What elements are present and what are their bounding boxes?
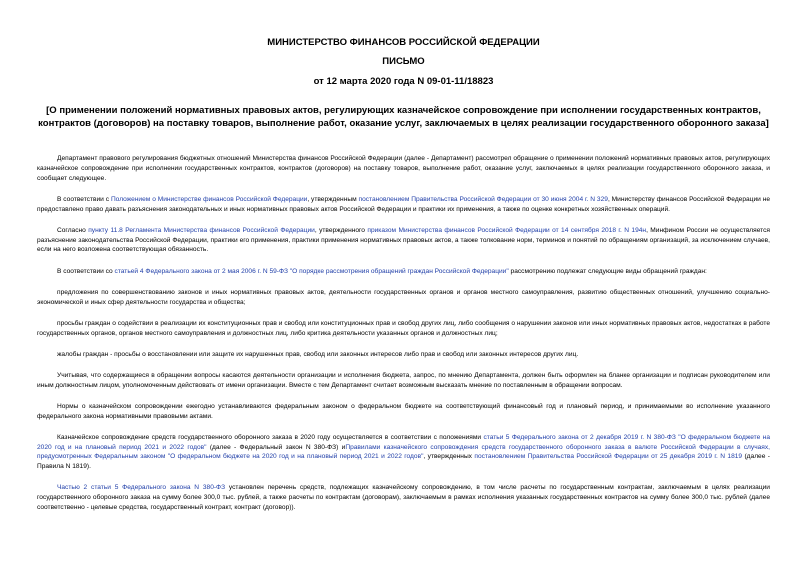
link-regulation-clause-11-8[interactable]: пункту 11.8 Регламента Министерства финансов Российской Федерации (88, 226, 315, 234)
paragraph-11 (37, 483, 770, 512)
document-subject: [О применении положений нормативных правовых актов, регулирующих казначейское сопровождение при исполнении государственных контрактов, контрактов (договоров) на поставку товаров, выполнение работ, оказание услуг, заключаемых в целях реализации государственного оборонного заказа] (38, 105, 769, 129)
link-ministry-regulation[interactable]: Положением о Министерстве финансов Российской Федерации (110, 195, 308, 203)
link-order-194n[interactable]: приказом Министерства финансов Российской Федерации от 14 сентября 2018 г. N 194н (367, 226, 647, 234)
link-federal-law-59-fz[interactable]: статьей 4 Федерального закона от 2 мая 2006 г. N 59-ФЗ "О порядке рассмотрения обращений граждан Российской Федерации" (114, 267, 509, 275)
document-type: ПИСЬМО (382, 56, 425, 67)
ministry-title: МИНИСТЕРСТВО ФИНАНСОВ РОССИЙСКОЙ ФЕДЕРАЦИИ (267, 37, 540, 48)
paragraph-8: Учитывая, что содержащиеся в обращении вопросы касаются деятельности организации и исполнения бюджета, запрос, по мнению Департамента, должен быть оформлен на бланке организации и подписан руководителем или иным должностным лицом, уполномоченным действовать от имени организации. Вместе с тем Департамент считает возможным высказать мнение по поставленным в обращении вопросам. (37, 371, 770, 389)
document-date-number: от 12 марта 2020 года N 09-01-11/18823 (313, 76, 494, 87)
text-run: Казначейское сопровождение средств государственного оборонного заказа в 2020 году осуществляется в соответствии с положениями (57, 433, 484, 441)
text-run: , утвержденных (423, 453, 475, 461)
paragraph-2 (37, 195, 770, 215)
paragraph-10 (37, 433, 770, 472)
text-run: , Минфином России не осуществляется разъяснение законодательства Российской Федерации, практики его применения, практики применения нормативных правовых актов, а также толкование норм, терминов и понятий по обращениям организаций, за исключением случаев, если на него возложена соответствующая обязанность. (37, 226, 770, 254)
text-run: В соответствии с (57, 195, 111, 203)
document-body (37, 154, 770, 524)
paragraph-9: Нормы о казначейском сопровождении ежегодно устанавливаются федеральным законом о федеральном бюджете на соответствующий финансовый год и плановый период, и принимаемыми во исполнение указанного федерального закона нормативными правовыми актами. (37, 402, 770, 420)
link-treasury-rules[interactable]: Правилами казначейского сопровождения средств государственного оборонного заказа в валюте Российской Федерации в случаях, предусмотренных Федеральным законом "О федеральном бюджете на 2020 год и на плановый период 2021 и 2022 годов" (37, 443, 771, 461)
text-run: (далее - Федеральный закон N 380-ФЗ) и (206, 443, 346, 451)
text-run: рассмотрению подлежат следующие виды обращений граждан: (508, 267, 707, 275)
paragraph-4 (37, 267, 770, 277)
text-run: Согласно (57, 226, 89, 234)
text-run: В соответствии со (57, 267, 115, 275)
paragraph-3 (37, 226, 770, 255)
paragraph-7: жалобы граждан - просьбы о восстановлении или защите их нарушенных прав, свобод или законных интересов либо прав и свобод или законных интересов других лиц. (57, 350, 579, 358)
paragraph-6: просьбы граждан о содействии в реализации их конституционных прав и свобод или конституционных прав и свобод других лиц, либо сообщения о нарушении законов или иных нормативных правовых актов, недостатках в работе государственных органов, органов местного самоуправления и должностных лиц, либо критика деятельности указанных органов и должностных лиц; (37, 319, 770, 337)
text-run: , утвержденного (314, 226, 368, 234)
link-federal-law-380-fz[interactable]: статьи 5 Федерального закона от 2 декабря 2019 г. N 380-ФЗ "О федеральном бюджете на 2020 год и на плановый период 2021 и 2022 годов" (37, 433, 770, 451)
link-law-380-fz-part-2[interactable]: Частью 2 статьи 5 Федерального закона N 380-ФЗ (57, 484, 226, 492)
text-run: , Министерству финансов Российской Федерации не предоставлено право давать разъяснения законодательных и иных нормативных правовых актов Российской Федерации и практики их применения, а также по оценке конкретных хозяйственных операций. (37, 195, 771, 213)
link-government-decree-329[interactable]: постановлением Правительства Российской Федерации от 30 июня 2004 г. N 329 (358, 195, 608, 203)
text-run: (далее - Правила N 1819). (37, 453, 770, 471)
link-government-decree-1819[interactable]: постановлением Правительства Российской Федерации от 25 декабря 2019 г. N 1819 (474, 453, 743, 461)
text-run: , утвержденным (307, 195, 359, 203)
paragraph-1: Департамент правового регулирования бюджетных отношений Министерства финансов Российской Федерации (далее - Департамент) рассмотрел обращение о применении положений нормативных правовых актов, регулирующих казначейское сопровождение при исполнении государственных контрактов, контрактов (договоров) на поставку товаров, выполнение работ, оказание услуг, заключаемых в целях реализации государственного оборонного заказа, и сообщает следующее. (37, 155, 770, 182)
text-run: установлен перечень средств, подлежащих казначейскому сопровождению, в том числе расчеты по государственным контрактам, заключаемым в целях реализации государственного оборонного заказа на сумму более 300,0 тыс. рублей, а также расчеты по контрактам (договорам), заключаемым в рамках исполнения указанных государственных контрактов на сумму более 300,0 тыс. рублей (далее соответственно - целевые средства, государственный контракт, контракт (договор)). (37, 484, 770, 512)
paragraph-5: предложения по совершенствованию законов и иных нормативных правовых актов, деятельности государственных органов и органов местного самоуправления, развитию общественных отношений, улучшению социально-экономической и иных сфер деятельности государства и общества; (37, 288, 770, 306)
